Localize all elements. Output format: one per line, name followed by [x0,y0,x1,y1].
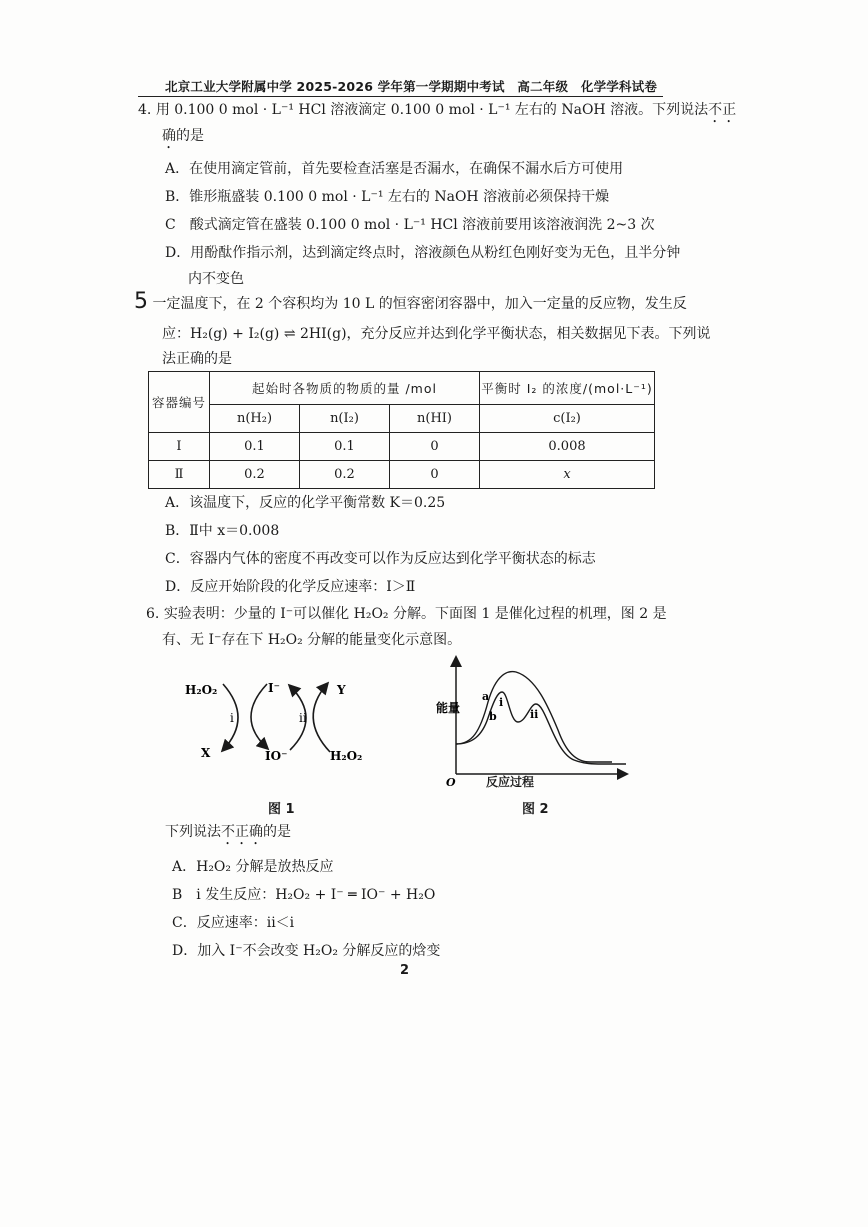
fig1-label-x: X [201,746,211,760]
fig2-ylabel-text: 能量 [436,701,461,715]
table-subheader-cI2: c(I₂) [480,405,655,433]
q5-option-b: B．Ⅱ中 x＝0.008 [165,523,280,539]
fig1-label-y: Y [337,683,346,697]
table-cell-nHI: 0 [390,461,480,489]
table-cell-nH2: 0.1 [210,433,300,461]
q5-data-table [148,371,655,489]
fig1-label-h2o2-left: H₂O₂ [185,683,218,697]
table-cell-cI2: 0.008 [480,433,655,461]
figure-2-energy-diagram [430,652,635,787]
table-cell-nI2: 0.2 [300,461,390,489]
q5-option-d: D．反应开始阶段的化学反应速率：Ⅰ＞Ⅱ [165,579,416,595]
fig2-label-peak-ii: ii [530,708,539,721]
q6-question [165,822,291,848]
q6-stem-text-1: 实验表明：少量的 I⁻可以催化 H₂O₂ 分解。下面图 1 是催化过程的机理，图 2 是 [163,606,667,622]
table-cell-nH2: 0.2 [210,461,300,489]
fig2-label-a: a [482,690,490,703]
header-divider [138,96,663,97]
fig2-caption: 图 2 [522,802,549,817]
q6-option-c: C．反应速率：ii＜i [172,915,295,931]
fig1-caption: 图 1 [268,802,295,817]
q6-number: 6. [146,606,160,622]
table-header-equilibrium: 平衡时 I₂ 的浓度/(mol·L⁻¹) [480,372,655,405]
q4-stem-emphasis-2: 确 [162,128,176,144]
q6-stem-line1 [146,604,667,624]
q6-ask-emphasis: 不正确 [221,824,263,840]
figure-1-mechanism [175,672,375,772]
q6-ask-prefix: 下列说法 [165,824,221,840]
fig2-label-b: b [489,710,497,723]
cycle-arc-ii-outer [313,684,330,752]
q4-option-d-cont: 内不变色 [188,271,244,287]
q5-stem-text-1: 一定温度下，在 2 个容积均为 10 L 的恒容密闭容器中，加入一定量的反应物，发生反 [152,296,687,312]
exam-header: 北京工业大学附属中学 2025-2026 学年第一学期期中考试 高二年级 化学学科试卷 [165,79,658,94]
q4-option-a: A．在使用滴定管前，首先要检查活塞是否漏水，在确保不漏水后方可使用 [165,161,624,177]
table-cell-nHI: 0 [390,433,480,461]
fig1-step-i: i [230,711,234,725]
table-subheader-nI2: n(I₂) [300,405,390,433]
fig2-ylabel [436,700,460,715]
q4-stem-line1 [138,100,736,126]
q4-stem-emphasis: 不正 [708,102,737,118]
q5-option-a: A．该温度下，反应的化学平衡常数 K＝0.25 [165,495,446,511]
fig1-label-iodide: I⁻ [268,681,280,695]
fig2-origin: O [446,776,456,787]
table-cell-nI2: 0.1 [300,433,390,461]
table-row [149,461,655,489]
q4-number: 4. [138,102,152,118]
fig1-label-h2o2-right: H₂O₂ [330,749,363,763]
fig2-label-peak-i: i [499,696,504,709]
table-header-container: 容器编号 [149,372,210,433]
table-cell-cI2: x [480,461,655,489]
q5-option-c: C．容器内气体的密度不再改变可以作为反应达到化学平衡状态的标志 [165,551,596,567]
table-row [149,433,655,461]
q6-ask-suffix: 的是 [263,824,291,840]
q5-number: 5 [134,289,148,314]
q4-option-d: D．用酚酞作指示剂，达到滴定终点时，溶液颜色从粉红色刚好变为无色，且半分钟 [165,245,681,261]
q4-stem-line2 [162,126,204,152]
q6-option-a: A．H₂O₂ 分解是放热反应 [172,859,334,875]
q4-option-b: B．锥形瓶盛装 0.100 0 mol · L⁻¹ 左右的 NaOH 溶液前必须保持干燥 [165,189,610,205]
q4-stem-rest: 的是 [176,128,204,144]
table-cell-id: Ⅰ [149,433,210,461]
q4-stem-text: 用 0.100 0 mol · L⁻¹ HCl 溶液滴定 0.100 0 mol · L⁻¹ 左右的 NaOH 溶液。下列说法 [155,102,709,118]
page-number: 2 [400,963,410,978]
q5-stem-line1 [134,289,687,314]
table-subheader-nH2: n(H₂) [210,405,300,433]
q6-option-b: B i 发生反应：H₂O₂ + I⁻ ═ IO⁻ + H₂O [172,887,436,903]
q6-stem-line2: 有、无 I⁻存在下 H₂O₂ 分解的能量变化示意图。 [162,632,462,648]
table-subheader-nHI: n(HI) [390,405,480,433]
q4-option-c: C 酸式滴定管在盛装 0.100 0 mol · L⁻¹ HCl 溶液前要用该溶液润洗 2~3 次 [165,217,655,233]
cycle-arc-i-inner [251,684,267,748]
q6-option-d: D．加入 I⁻不会改变 H₂O₂ 分解反应的焓变 [172,943,441,959]
fig2-xlabel: 反应过程 [486,775,535,789]
table-cell-id: Ⅱ [149,461,210,489]
fig1-label-hypoiodite: IO⁻ [265,749,288,763]
q5-stem-line2: 应：H₂(g) + I₂(g) ⇌ 2HI(g)，充分反应并达到化学平衡状态，相关数据见下表。下列说 [162,326,711,342]
fig1-step-ii: ii [299,711,307,725]
q5-stem-line3: 法正确的是 [162,351,232,367]
table-header-initial: 起始时各物质的物质的量 /mol [210,372,480,405]
